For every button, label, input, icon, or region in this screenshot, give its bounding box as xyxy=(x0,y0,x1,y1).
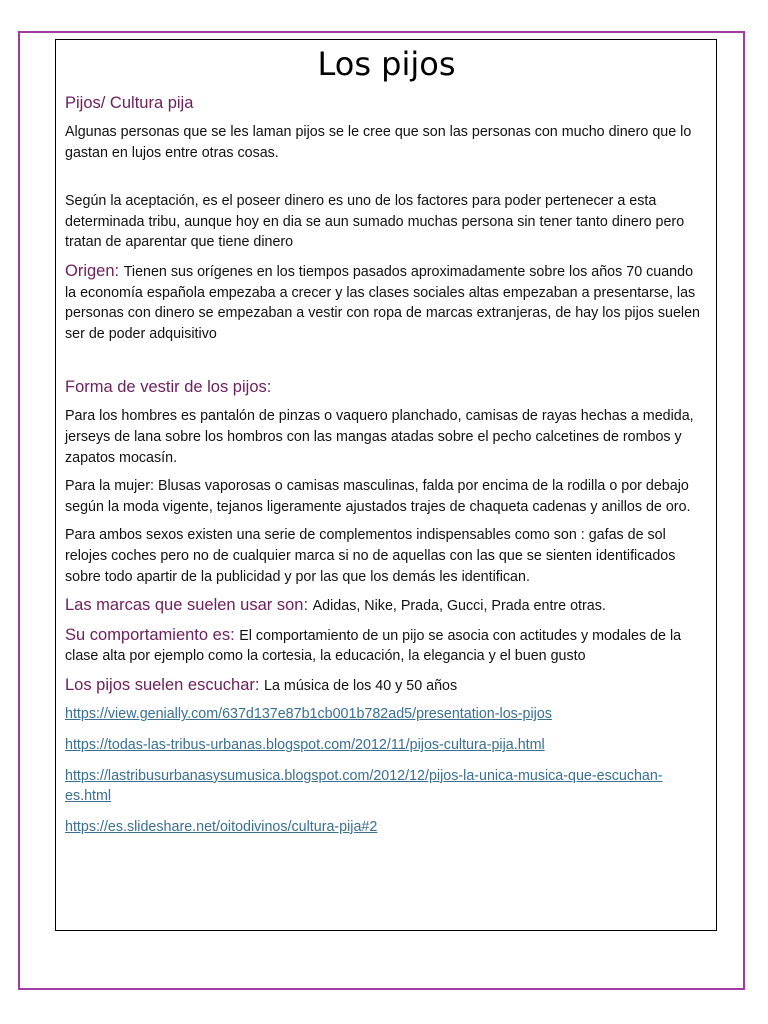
clothing-both-paragraph: Para ambos sexos existen una serie de complementos indispensables como son : gafas de sol relojes coches pero no de cualquier marca si no de aquellas con las que se sienten identificados sobre todo apartir de la publicidad y por las que los demás les identifican. xyxy=(65,527,676,585)
origin-label: Origen: xyxy=(65,261,124,280)
brands-paragraph xyxy=(65,595,708,617)
brands-label: Las marcas que suelen usar son: xyxy=(65,596,313,615)
brands-text: Adidas, Nike, Prada, Gucci, Prada entre otras. xyxy=(312,598,606,615)
intro-paragraph: Algunas personas que se les laman pijos se le cree que son las personas con mucho dinero que lo gastan en lujos entre otras cosas. xyxy=(65,124,692,161)
link-genially[interactable]: https://view.genially.com/637d137e87b1cb001b782ad5/presentation-los-pijos xyxy=(65,706,552,723)
music-text: La música de los 40 y 50 años xyxy=(264,677,458,694)
clothing-heading: Forma de vestir de los pijos: xyxy=(65,378,272,397)
music-label: Los pijos suelen escuchar: xyxy=(65,675,265,694)
behavior-paragraph xyxy=(65,625,708,667)
clothing-men-paragraph: Para los hombres es pantalón de pinzas o vaquero planchado, camisas de rayas hechas a medida, jerseys de lana sobre los hombros con las mangas atadas sobre el pecho calcetines de rombos y zapatos mocasín. xyxy=(65,408,694,466)
link-slideshare[interactable]: https://es.slideshare.net/oitodivinos/cultura-pija#2 xyxy=(65,818,378,835)
acceptance-paragraph: Según la aceptación, es el poseer dinero es uno de los factores para poder pertenecer a esta determinada tribu, aunque hoy en dia se aun sumado muchas persona sin tener tanto dinero pero tratan de aparentar que tiene dinero xyxy=(65,193,685,251)
link-lastribusurbanas[interactable]: https://lastribusurbanasysumusica.blogspot.com/2012/12/pijos-la-unica-musica-que-escuchan-es.html xyxy=(65,767,663,805)
behavior-text: El comportamiento de un pijo se asocia con actitudes y modales de la clase alta por ejemplo como la cortesia, la educación, la elegancia y el buen gusto xyxy=(65,627,682,665)
document-body xyxy=(55,39,717,931)
page-title: Los pijos xyxy=(317,45,456,83)
subtitle-heading: Pijos/ Cultura pija xyxy=(65,94,194,112)
behavior-label: Su comportamiento es: xyxy=(65,625,240,644)
clothing-women-paragraph: Para la mujer: Blusas vaporosas o camisas masculinas, falda por encima de la rodilla o por debajo según la moda vigente, tejanos ligeramente ajustados trajes de chaqueta cadenas y anillos de oro. xyxy=(65,478,691,515)
origin-paragraph xyxy=(65,261,708,344)
music-paragraph xyxy=(65,675,708,697)
link-todas-las-tribus[interactable]: https://todas-las-tribus-urbanas.blogspot.com/2012/11/pijos-cultura-pija.html xyxy=(65,737,545,754)
origin-text: Tienen sus orígenes en los tiempos pasados aproximadamente sobre los años 70 cuando la economía española empezaba a crecer y las clases sociales altas empezaban a presentarse, las personas con dinero se empezaban a vestir con ropa de marcas extranjeras, de hay los pijos suelen ser de poder adquisitivo xyxy=(65,263,700,342)
